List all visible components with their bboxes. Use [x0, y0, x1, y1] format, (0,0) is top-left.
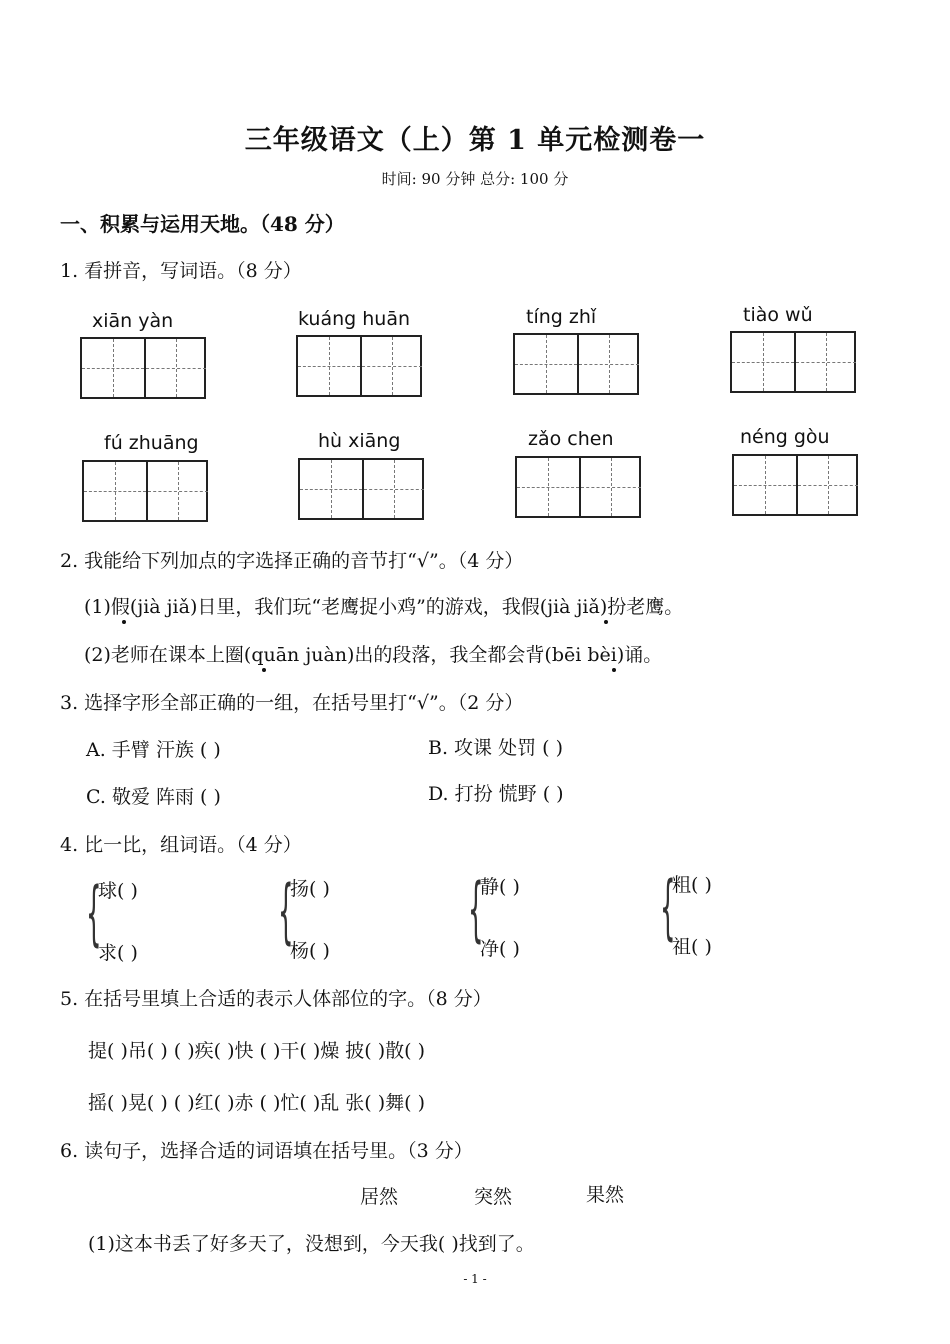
- emphasis-dot: [262, 668, 266, 672]
- question-3-title: 3. 选择字形全部正确的一组，在括号里打“√”。（2 分）: [60, 692, 524, 714]
- brace: {: [278, 870, 294, 952]
- question-6-item[interactable]: (1)这本书丢了好多天了，没想到，今天我( )找到了。: [88, 1233, 535, 1255]
- word-choice: 果然: [586, 1184, 625, 1206]
- fill-row[interactable]: 摇( )晃( ) ( )红( )赤 ( )忙( )乱 张( )舞( ): [88, 1092, 426, 1114]
- writing-grid[interactable]: [82, 460, 208, 522]
- word-blank[interactable]: 粗( ): [672, 874, 712, 896]
- question-2-title: 2. 我能给下列加点的字选择正确的音节打“√”。（4 分）: [60, 550, 524, 572]
- writing-grid[interactable]: [515, 456, 641, 518]
- question-6-title: 6. 读句子，选择合适的词语填在括号里。（3 分）: [60, 1140, 473, 1162]
- emphasis-dot: [122, 620, 126, 624]
- pinyin-label: zǎo chen: [528, 428, 614, 450]
- writing-grid[interactable]: [80, 337, 206, 399]
- section-title: 一、积累与运用天地。（48 分）: [60, 212, 345, 236]
- option-d[interactable]: D. 打扮 慌野 ( ): [428, 783, 564, 805]
- question-4-title: 4. 比一比，组词语。（4 分）: [60, 834, 302, 856]
- question-1-title: 1. 看拼音，写词语。（8 分）: [60, 260, 302, 282]
- emphasis-dot: [612, 668, 616, 672]
- pinyin-label: hù xiāng: [318, 430, 401, 452]
- pinyin-label: tiào wǔ: [743, 304, 813, 326]
- word-blank[interactable]: 杨( ): [290, 940, 330, 962]
- question-5-title: 5. 在括号里填上合适的表示人体部位的字。（8 分）: [60, 988, 492, 1010]
- word-blank[interactable]: 球( ): [98, 880, 138, 902]
- writing-grid[interactable]: [298, 458, 424, 520]
- writing-grid[interactable]: [730, 331, 856, 393]
- word-blank[interactable]: 求( ): [98, 942, 138, 964]
- option-b[interactable]: B. 攻课 处罚 ( ): [428, 737, 563, 759]
- writing-grid[interactable]: [732, 454, 858, 516]
- question-2-item: (2)老师在课本上圈(quān juàn)出的段落，我全都会背(bēi bèi)诵。: [84, 644, 663, 666]
- word-choice: 居然: [360, 1186, 399, 1208]
- writing-grid[interactable]: [513, 333, 639, 395]
- pinyin-label: xiān yàn: [92, 310, 174, 332]
- writing-grid[interactable]: [296, 335, 422, 397]
- brace: {: [86, 872, 102, 954]
- word-blank[interactable]: 静( ): [480, 876, 520, 898]
- page-title: 三年级语文（上）第 1 单元检测卷一: [244, 125, 706, 156]
- option-a[interactable]: A. 手臂 汗族 ( ): [86, 739, 221, 761]
- fill-row[interactable]: 提( )吊( ) ( )疾( )快 ( )干( )燥 披( )散( ): [88, 1040, 426, 1062]
- pinyin-label: kuáng huān: [298, 308, 411, 330]
- emphasis-dot: [604, 620, 608, 624]
- brace: {: [468, 868, 484, 950]
- word-blank[interactable]: 祖( ): [672, 936, 712, 958]
- word-blank[interactable]: 净( ): [480, 938, 520, 960]
- exam-info: 时间: 90 分钟 总分: 100 分: [381, 170, 569, 188]
- option-c[interactable]: C. 敬爱 阵雨 ( ): [86, 786, 221, 808]
- brace: {: [660, 866, 676, 948]
- page-number: - 1 -: [463, 1272, 487, 1286]
- pinyin-label: fú zhuāng: [104, 432, 199, 454]
- pinyin-label: tíng zhǐ: [526, 306, 597, 328]
- question-2-item: (1)假(jià jiǎ)日里，我们玩“老鹰捉小鸡”的游戏，我假(jià jiǎ)扮老鹰。: [84, 596, 684, 618]
- word-blank[interactable]: 扬( ): [290, 878, 330, 900]
- word-choice: 突然: [474, 1186, 513, 1208]
- pinyin-label: néng gòu: [740, 426, 830, 448]
